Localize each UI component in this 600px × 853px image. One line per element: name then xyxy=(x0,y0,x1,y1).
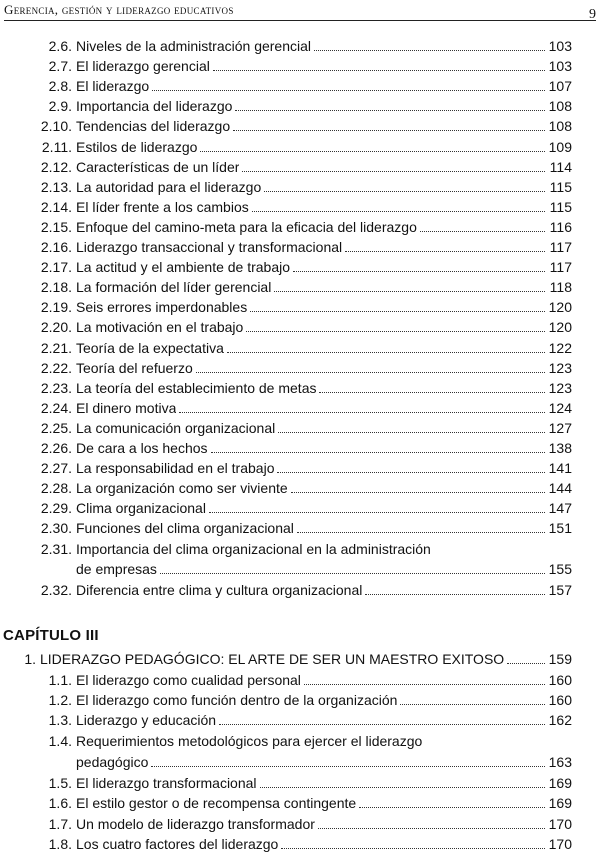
toc-entry-page: 117 xyxy=(549,239,572,255)
toc-entry-number: 2.24. xyxy=(40,399,72,416)
toc-entry-title: Teoría del refuerzo xyxy=(76,359,193,376)
toc-entry-number: 2.10. xyxy=(40,118,72,135)
toc-entry-page: 162 xyxy=(548,712,572,729)
toc-entry-page: 170 xyxy=(548,815,572,832)
toc-entry xyxy=(8,732,572,750)
toc-entry-title: Requerimientos metodológicos para ejercer el liderazgo xyxy=(76,733,423,750)
dot-leader xyxy=(209,512,545,513)
toc-entry-title: El liderazgo como cualidad personal xyxy=(76,672,301,688)
toc-entry xyxy=(8,258,572,276)
toc-entry-number: 1. xyxy=(24,651,36,667)
toc-entry-page: 151 xyxy=(548,520,572,537)
toc-entry-number: 2.32. xyxy=(40,582,72,598)
dot-leader xyxy=(252,211,545,212)
toc-entry-page: 108 xyxy=(548,118,572,135)
dot-leader xyxy=(160,573,545,574)
toc-entry-title: La comunicación organizacional xyxy=(76,419,276,436)
dot-leader xyxy=(359,807,545,808)
toc-entry-title: El dinero motiva xyxy=(76,399,177,416)
toc-entry xyxy=(8,318,572,336)
toc-entry-page: 103 xyxy=(548,38,572,54)
toc-entry-title: El liderazgo como función dentro de la organización xyxy=(76,692,398,709)
toc-entry xyxy=(8,419,572,437)
toc-entry-page: 159 xyxy=(548,651,572,667)
toc-entry-title: La autoridad para el liderazgo xyxy=(76,178,262,195)
dot-leader xyxy=(319,392,545,393)
toc-entry-title: La actitud y el ambiente de trabajo xyxy=(76,259,291,276)
toc-entry xyxy=(8,117,572,135)
dot-leader xyxy=(274,291,545,292)
toc-entry-page: 160 xyxy=(548,672,572,688)
toc-entry xyxy=(8,339,572,357)
toc-entry-title: Liderazgo y educación xyxy=(76,712,217,729)
toc-entry-title: El liderazgo xyxy=(76,78,150,95)
toc-entry-page: 160 xyxy=(548,692,572,709)
toc-entry xyxy=(8,499,572,517)
toc-entry-page: 103 xyxy=(548,58,572,75)
toc-entry-title: Funciones del clima organizacional xyxy=(76,520,294,537)
toc-entry xyxy=(8,218,572,236)
dot-leader xyxy=(291,492,545,493)
toc-entry-page: 116 xyxy=(549,218,572,235)
toc-entry xyxy=(8,835,572,853)
toc-entry-title: Importancia del clima organizacional en la administración xyxy=(76,540,431,557)
toc-entry-title: El liderazgo transformacional xyxy=(76,775,257,792)
toc-entry-number: 2.22. xyxy=(40,359,72,376)
toc-entry-title: LIDERAZGO PEDAGÓGICO: EL ARTE DE SER UN MAESTRO EXITOSO xyxy=(40,651,505,667)
dot-leader xyxy=(250,311,545,312)
dot-leader xyxy=(227,352,545,353)
toc-entry-title: La formación del líder gerencial xyxy=(76,279,272,296)
toc-entry xyxy=(8,278,572,296)
dot-leader xyxy=(233,130,545,131)
toc-entry-page: 123 xyxy=(548,359,572,376)
toc-entry-page: 170 xyxy=(548,835,572,852)
toc-entry-page: 118 xyxy=(549,279,572,296)
toc-entry-title: Diferencia entre clima y cultura organizacional xyxy=(76,582,363,598)
toc-entry-title: Importancia del liderazgo xyxy=(76,98,233,115)
toc-entry-page: 141 xyxy=(548,460,572,477)
dot-leader xyxy=(151,766,545,767)
toc-entry-page: 163 xyxy=(548,753,572,770)
toc-entry xyxy=(8,711,572,729)
toc-entry-title: Clima organizacional xyxy=(76,500,206,517)
toc-entry xyxy=(8,753,572,771)
toc-entry-title: La motivación en el trabajo xyxy=(76,319,244,336)
dot-leader xyxy=(242,171,545,172)
dot-leader xyxy=(420,231,545,232)
toc-entry-number: 2.12. xyxy=(40,158,72,175)
toc-entry xyxy=(8,399,572,417)
toc-entry-title: La responsabilidad en el trabajo xyxy=(76,460,275,477)
toc-entry-number: 1.6. xyxy=(48,795,72,812)
toc-entry-page: 108 xyxy=(548,98,572,115)
dot-leader xyxy=(264,191,545,192)
toc-entry-title: La organización como ser viviente xyxy=(76,480,288,497)
toc-entry-number: 1.1. xyxy=(48,672,72,688)
toc-entry-title: De cara a los hechos xyxy=(76,440,208,456)
toc-entry-number: 1.4. xyxy=(48,733,72,750)
toc-entry xyxy=(8,581,572,599)
toc-entry-title: Teoría de la expectativa xyxy=(76,339,224,356)
page-header xyxy=(4,0,596,21)
dot-leader xyxy=(293,271,545,272)
running-head: Gerencia, gestión y liderazgo educativos xyxy=(4,2,234,17)
toc-entry-title: de empresas xyxy=(76,561,157,577)
toc-entry xyxy=(8,97,572,115)
toc-entry-number: 2.18. xyxy=(40,279,72,296)
toc-entry xyxy=(8,178,572,196)
toc-entry-number: 2.20. xyxy=(40,319,72,336)
chapter-heading: CAPÍTULO III xyxy=(3,627,99,644)
toc-entry-number: 2.21. xyxy=(40,339,72,356)
toc-entry xyxy=(8,691,572,709)
dot-leader xyxy=(196,372,545,373)
toc-entry xyxy=(8,379,572,397)
toc-entry-page: 127 xyxy=(548,419,572,436)
toc-entry-title: El estilo gestor o de recompensa contingente xyxy=(76,795,357,812)
page-number: 9 xyxy=(589,7,596,22)
toc-entry-number: 2.27. xyxy=(40,460,72,477)
toc-entry-number: 2.30. xyxy=(40,520,72,537)
toc-entry-title: Características de un líder xyxy=(76,158,240,175)
toc-entry-title: Los cuatro factores del liderazgo xyxy=(76,835,279,852)
toc-entry xyxy=(8,560,572,578)
toc-entry-number: 1.7. xyxy=(48,815,72,832)
toc-entry-title: Estilos de liderazgo xyxy=(76,138,198,155)
toc-entry-number: 1.8. xyxy=(48,835,72,852)
toc-entry-number: 2.16. xyxy=(40,239,72,255)
dot-leader xyxy=(314,50,545,51)
toc-entry-page: 169 xyxy=(548,775,572,792)
toc-entry-number: 2.31. xyxy=(40,540,72,557)
toc-entry xyxy=(8,794,572,812)
toc-entry xyxy=(8,815,572,833)
toc-entry-page: 157 xyxy=(548,582,572,598)
toc-entry-number: 2.15. xyxy=(40,218,72,235)
toc-entry xyxy=(8,519,572,537)
toc-entry-number: 2.9. xyxy=(48,98,72,115)
toc-entry xyxy=(8,37,572,55)
toc-entry xyxy=(8,459,572,477)
toc-entry xyxy=(8,138,572,156)
toc-entry-number: 2.6. xyxy=(48,38,72,54)
toc-entry xyxy=(8,439,572,457)
dot-leader xyxy=(179,412,545,413)
dot-leader xyxy=(277,472,545,473)
toc-entry-page: 120 xyxy=(548,299,572,316)
toc-entry xyxy=(8,479,572,497)
dot-leader xyxy=(345,251,545,252)
toc-entry-number: 2.23. xyxy=(40,379,72,396)
toc-entry-page: 138 xyxy=(548,440,572,456)
toc-entry-title: El líder frente a los cambios xyxy=(76,198,249,215)
dot-leader xyxy=(365,594,545,595)
toc-entry-number: 2.28. xyxy=(40,480,72,497)
dot-leader xyxy=(260,787,545,788)
toc-entry-number: 2.13. xyxy=(40,178,72,195)
toc-entry-title: El liderazgo gerencial xyxy=(76,58,210,75)
toc-entry-page: 115 xyxy=(549,198,572,215)
toc-entry-page: 120 xyxy=(548,319,572,336)
toc-entry-page: 109 xyxy=(548,138,572,155)
dot-leader xyxy=(318,828,545,829)
toc-entry xyxy=(8,77,572,95)
toc-entry xyxy=(8,359,572,377)
dot-leader xyxy=(235,110,545,111)
dot-leader xyxy=(304,684,545,685)
toc-entry-number: 2.29. xyxy=(40,500,72,517)
toc-entry-page: 144 xyxy=(548,480,572,497)
dot-leader xyxy=(213,70,545,71)
toc-entry-page: 122 xyxy=(548,339,572,356)
toc-entry-page: 117 xyxy=(549,259,572,276)
toc-entry-title: La teoría del establecimiento de metas xyxy=(76,379,317,396)
dot-leader xyxy=(278,432,545,433)
toc-entry-number: 2.19. xyxy=(40,299,72,316)
toc-entry xyxy=(8,671,572,689)
dot-leader xyxy=(211,452,545,453)
toc-entry-title: Un modelo de liderazgo transformador xyxy=(76,815,315,832)
toc-entry xyxy=(8,774,572,792)
toc-entry-page: 147 xyxy=(548,500,572,517)
toc-entry xyxy=(8,298,572,316)
dot-leader xyxy=(219,724,545,725)
dot-leader xyxy=(400,704,545,705)
dot-leader xyxy=(281,848,545,849)
toc-entry-page: 107 xyxy=(548,78,572,95)
toc-entry-title: Liderazgo transaccional y transformacional xyxy=(76,239,343,255)
toc-entry-number: 2.26. xyxy=(40,440,72,456)
toc-entry-number: 1.3. xyxy=(48,712,72,729)
toc-entry xyxy=(8,238,572,256)
toc-entry-page: 115 xyxy=(549,178,572,195)
toc-entry xyxy=(8,540,572,558)
toc-entry-number: 2.17. xyxy=(40,259,72,276)
toc-entry-number: 2.7. xyxy=(48,58,72,75)
toc-entry-number: 1.5. xyxy=(48,775,72,792)
toc-entry-page: 155 xyxy=(548,561,572,577)
toc-entry-title: Tendencias del liderazgo xyxy=(76,118,231,135)
toc-entry-number: 2.14. xyxy=(40,198,72,215)
toc-entry-title: Enfoque del camino-meta para la eficacia del liderazgo xyxy=(76,218,417,235)
toc-entry xyxy=(8,198,572,216)
dot-leader xyxy=(200,151,545,152)
toc-entry xyxy=(0,650,572,668)
toc-entry-title: Seis errores imperdonables xyxy=(76,299,248,316)
toc-entry-page: 114 xyxy=(549,158,572,175)
dot-leader xyxy=(297,532,545,533)
toc-entry-number: 2.11. xyxy=(41,138,72,155)
toc-entry-page: 169 xyxy=(548,795,572,812)
toc-entry-number: 2.8. xyxy=(48,78,72,95)
dot-leader xyxy=(246,331,545,332)
dot-leader xyxy=(152,90,545,91)
toc-entry-page: 124 xyxy=(548,399,572,416)
toc-entry-number: 1.2. xyxy=(48,692,72,709)
toc-entry-title: Niveles de la administración gerencial xyxy=(76,38,312,54)
dot-leader xyxy=(507,663,545,664)
toc-entry-title: pedagógico xyxy=(76,753,149,770)
toc-entry-page: 123 xyxy=(548,379,572,396)
toc-entry-number: 2.25. xyxy=(40,419,72,436)
toc-entry xyxy=(8,158,572,176)
toc-entry xyxy=(8,57,572,75)
